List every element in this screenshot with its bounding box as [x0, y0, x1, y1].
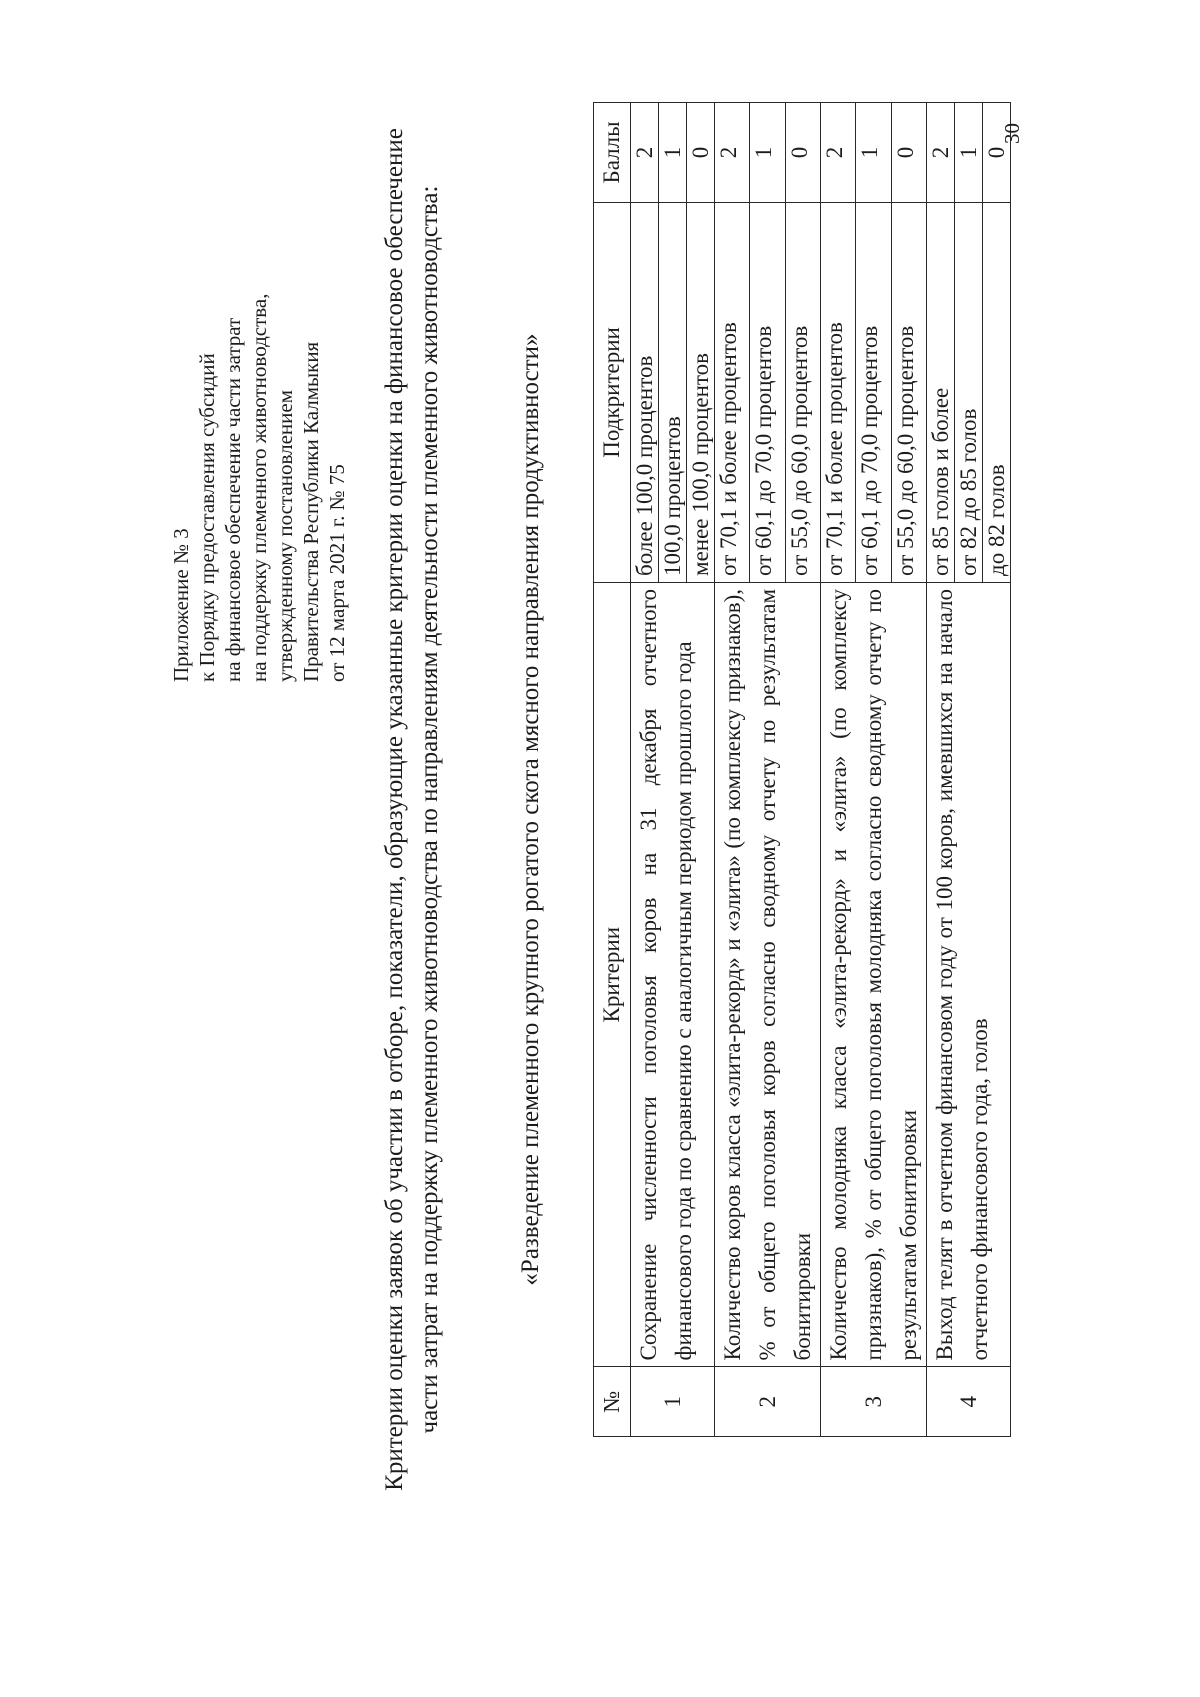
annex-line: Правительства Республики Калмыкия — [299, 341, 323, 682]
row-subcriteria: более 100,0 процентов — [631, 202, 659, 582]
row-subcriteria: 100,0 процентов — [659, 202, 687, 582]
row-points: 0 — [687, 103, 715, 203]
row-points: 0 — [785, 103, 820, 203]
row-points: 2 — [715, 103, 750, 203]
row-subcriteria: от 85 голов и более — [927, 202, 955, 582]
row-number: 3 — [821, 1367, 927, 1437]
row-points: 1 — [955, 103, 983, 203]
row-criteria: Выход телят в отчетном финансовом году от 100 коров, имевшихся на начало отчетного финансового года, голов — [927, 582, 1011, 1366]
row-subcriteria: от 60,1 до 70,0 процентов — [856, 202, 891, 582]
row-points: 1 — [750, 103, 785, 203]
header-num: № — [594, 1367, 631, 1437]
row-number: 2 — [715, 1367, 821, 1437]
header-criteria: Критерии — [594, 582, 631, 1366]
annex-line: Приложение № 3 — [169, 528, 193, 682]
annex-line: на финансовое обеспечение части затрат — [221, 317, 245, 682]
row-subcriteria: менее 100,0 процентов — [687, 202, 715, 582]
document-subtitle: «Разведение племенного крупного рогатого скота мясного направления продуктивности» — [517, 333, 544, 1286]
row-points: 0 — [983, 103, 1011, 203]
annex-header — [168, 122, 350, 682]
row-points: 2 — [821, 103, 856, 203]
document-heading: Критерии оценки заявок об участии в отборе, показатели, образующие указанные критерии оценки на финансовое обеспечение части затрат на поддержку племенного животноводства по направлениям деятельности племенного животноводства: — [381, 128, 443, 1491]
row-criteria: Количество коров класса «элита-рекорд» и «элита» (по комплексу признаков), % от общего поголовья коров согласно сводному отчету по результатам бонитировки — [715, 582, 821, 1366]
annex-line: к Порядку предоставления субсидий — [195, 353, 219, 682]
row-number: 1 — [631, 1367, 715, 1437]
row-criteria: Сохранение численности поголовья коров на 31 декабря отчетного финансового года по сравнению с аналогичным периодом прошлого года — [631, 582, 715, 1366]
row-subcriteria: до 82 голов — [983, 202, 1011, 582]
row-subcriteria: от 55,0 до 60,0 процентов — [785, 202, 820, 582]
row-number: 4 — [927, 1367, 1011, 1437]
table-row — [927, 103, 955, 1437]
table-row — [821, 103, 856, 1437]
page-number: 30 — [1000, 123, 1024, 144]
annex-line: на поддержку племенного животноводства, — [247, 293, 271, 682]
header-points: Баллы — [594, 103, 631, 203]
criteria-table — [593, 102, 1011, 1437]
table-row — [631, 103, 659, 1437]
annex-line: от 12 марта 2021 г. № 75 — [325, 464, 349, 682]
table-header-row — [594, 103, 631, 1437]
header-subcriteria: Подкритерии — [594, 202, 631, 582]
row-points: 0 — [891, 103, 926, 203]
row-subcriteria: от 70,1 и более процентов — [821, 202, 856, 582]
row-criteria: Количество молодняка класса «элита-рекорд» и «элита» (по комплексу признаков), % от общего поголовья молодняка согласно сводному отчету по результатам бонитировки — [821, 582, 927, 1366]
row-points: 1 — [856, 103, 891, 203]
annex-line: утвержденному постановлением — [273, 389, 297, 682]
row-subcriteria: от 55,0 до 60,0 процентов — [891, 202, 926, 582]
row-points: 2 — [631, 103, 659, 203]
row-subcriteria: от 82 до 85 голов — [955, 202, 983, 582]
table-row — [715, 103, 750, 1437]
row-points: 1 — [659, 103, 687, 203]
row-subcriteria: от 70,1 и более процентов — [715, 202, 750, 582]
row-subcriteria: от 60,1 до 70,0 процентов — [750, 202, 785, 582]
row-points: 2 — [927, 103, 955, 203]
